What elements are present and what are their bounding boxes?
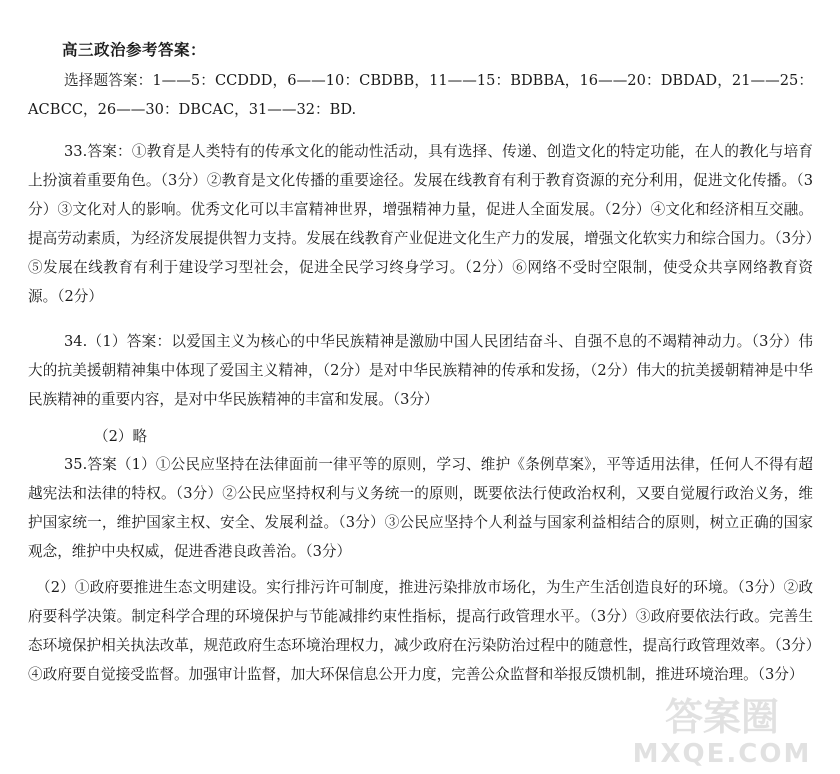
question-34-part1-answer: 34.（1）答案：以爱国主义为核心的中华民族精神是激励中国人民团结奋斗、自强不息的不竭精神动力。（3分）伟大的抗美援朝精神集中体现了爱国主义精神，（2分）是对中华民族精神的传承和发扬，（2分）伟大的抗美援朝精神是中华民族精神的重要内容，是对中华民族精神的丰富和发展。（3分） xyxy=(28,333,813,408)
question-35-part2-answer: （2）①政府要推进生态文明建设。实行排污许可制度，推进污染排放市场化，为生产生活创造良好的环境。（3分）②政府要科学决策。制定科学合理的环境保护与节能减排约束性指标，提高行政管理水平。（3分）③政府要依法行政。完善生态环境保护相关执法改革，规范政府生态环境治理权力，减少政府在污染防治过程中的随意性，提高行政管理效率。（3分）④政府要自觉接受监督。加强审计监督，加大环保信息公开力度，完善公众监督和举报反馈机制，推进环境治理。（3分） xyxy=(28,579,813,683)
choice-answers: 选择题答案：1——5：CCDDD，6——10：CBDBB，11——15：BDBBA，16——20：DBDAD，21——25：ACBCC，26——30：DBCAC，31——32：BD. xyxy=(28,72,813,118)
watermark-logo xyxy=(612,688,832,768)
doc-title: 高三政治参考答案： xyxy=(62,41,207,59)
question-35-part1-answer: 35.答案（1）①公民应坚持在法律面前一律平等的原则，学习、维护《条例草案》，平等适用法律，任何人不得有超越宪法和法律的特权。（3分）②公民应坚持权利与义务统一的原则，既要依法行使政治权利，又要自觉履行政治义务，维护国家统一，维护国家主权、安全、发展利益。（3分）③公民应坚持个人利益与国家利益相结合的原则，树立正确的国家观念，维护中央权威，促进香港良政善治。（3分） xyxy=(28,456,813,560)
watermark-site: MXQE.COM xyxy=(632,739,812,768)
question-33-answer: 33.答案：①教育是人类特有的传承文化的能动性活动，具有选择、传递、创造文化的特定功能，在人的教化与培育上扮演着重要角色。（3分）②教育是文化传播的重要途径。发展在线教育有利于教育资源的充分利用，促进文化传播。（3分）③文化对人的影响。优秀文化可以丰富精神世界，增强精神力量，促进人全面发展。（2分）④文化和经济相互交融。提高劳动素质，为经济发展提供智力支持。发展在线教育产业促进文化生产力的发展，增强文化软实力和综合国力。（3分）⑤发展在线教育有利于建设学习型社会，促进全民学习终身学习。（2分）⑥网络不受时空限制，使受众共享网络教育资源。（2分） xyxy=(28,143,813,305)
question-34-part2-answer: （2）略 xyxy=(94,428,148,445)
watermark-brand: 答案圈 xyxy=(664,695,780,739)
